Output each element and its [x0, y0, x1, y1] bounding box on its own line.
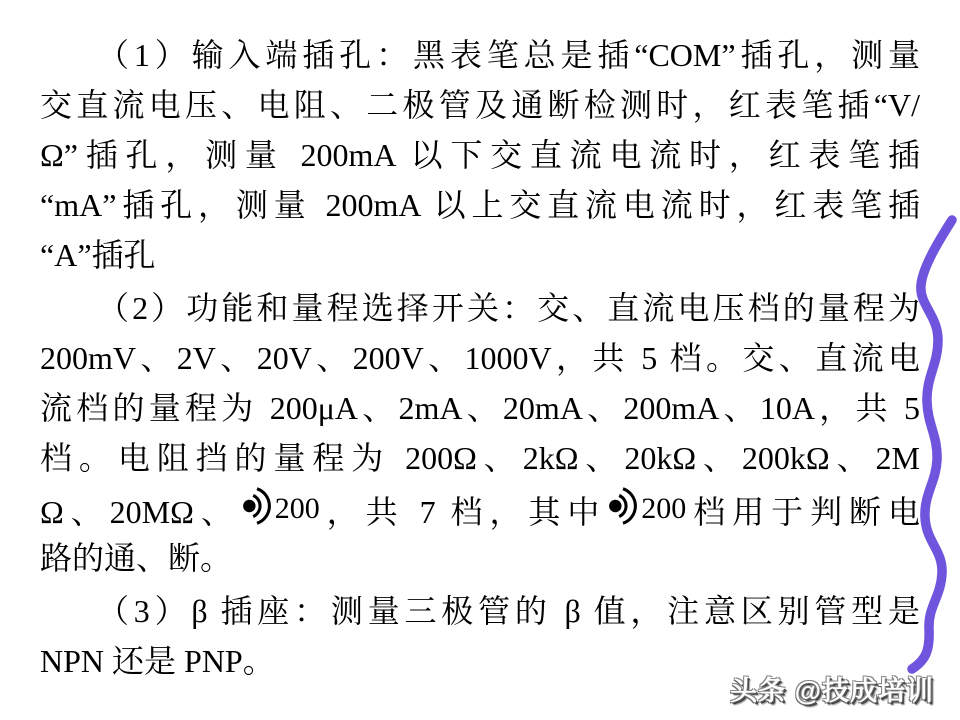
paragraph-range-switch	[40, 283, 920, 583]
text-line: （3）β 插座：测量三极管的 β 值，注意区别管型是	[97, 593, 920, 629]
buzzer-continuity-icon	[240, 483, 274, 529]
text-line: NPN 还是 PNP。	[40, 643, 275, 679]
text-segment: ，共 7 档，其中	[319, 494, 607, 530]
text-segment: 档用于判断电	[686, 494, 920, 530]
text-line: （1）输入端插孔：黑表笔总是插“COM”插孔，测量	[97, 37, 920, 73]
slide-text-block	[40, 30, 920, 686]
text-line: “A”插孔	[40, 237, 156, 273]
buzzer-continuity-icon	[606, 483, 640, 529]
buzzer-range-label: 200	[274, 492, 320, 525]
continuity-range-symbol	[606, 483, 686, 537]
text-line: 档。电阻挡的量程为 200Ω、2kΩ、20kΩ、200kΩ、2M	[40, 440, 920, 476]
paragraph-input-jacks	[40, 30, 920, 280]
text-line: 200mV、2V、20V、200V、1000V，共 5 档。交、直流电	[40, 340, 920, 376]
buzzer-range-label: 200	[641, 492, 687, 525]
text-line	[40, 483, 920, 533]
text-line: Ω”插孔，测量 200mA 以下交直流电流时，红表笔插	[40, 137, 920, 173]
continuity-range-symbol	[240, 483, 320, 537]
text-line: 流档的量程为 200μA、2mA、20mA、200mA、10A，共 5	[40, 390, 920, 426]
text-line: 交直流电压、电阻、二极管及通断检测时，红表笔插“V/	[40, 87, 920, 123]
text-segment: Ω、20MΩ、	[40, 494, 240, 530]
watermark-text: 头条 @技成培训	[730, 676, 934, 706]
text-line: 路的通、断。	[40, 540, 233, 576]
text-line: （2）功能和量程选择开关：交、直流电压档的量程为	[97, 290, 920, 326]
text-line: “mA”插孔，测量 200mA 以上交直流电流时，红表笔插	[40, 187, 920, 223]
